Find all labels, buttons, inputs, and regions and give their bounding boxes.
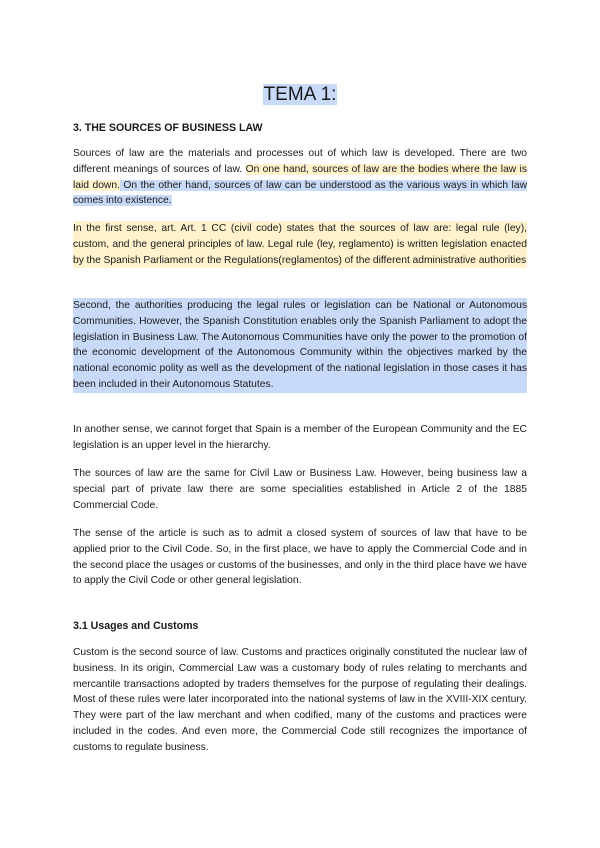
highlight-yellow-text: On one hand, sources of law are the bodies where the law is laid down.: [73, 163, 527, 191]
paragraph-authorities: Second, the authorities producing the legal rules or legislation can be National or Autonomous Communities. However, the Spanish Constitution enables only the Spanish Parliament to adopt the legislation in Business Law. The Autonomous Communities have only the power to the promotion of the economic development of the Autonomous Community within the objectives marked by the national economic polity as well as the development of the national legislation in those cases it has been included in their Autonomous Statutes.: [73, 298, 527, 393]
paragraph-sources-meaning: [73, 146, 527, 209]
paragraph-closed-system: The sense of the article is such as to admit a closed system of sources of law that have to be applied prior to the Civil Code. So, in the first place, we have to apply the Commercial Code and in the second place the usages or customs of the businesses, and only in the third place have we have to apply the Civil Code or other general legislation.: [73, 528, 527, 587]
paragraph-civil-business-law: The sources of law are the same for Civil Law or Business Law. However, being business law a special part of private law there are some specialities established in Article 2 of the 1885 Commercial Code.: [73, 468, 527, 511]
paragraph-european-community: In another sense, we cannot forget that Spain is a member of the European Community and the EC legislation is an upper level in the hierarchy.: [73, 424, 527, 451]
paragraph-sources-meaning-plain: Sources of law are the materials and processes out of which law is developed. There are two different meanings of sources of law.: [73, 148, 527, 175]
paragraph-usages-customs: Custom is the second source of law. Customs and practices originally constituted the nuclear law of business. In its origin, Commercial Law was a customary body of rules relating to merchants and mercantile transactions adopted by traders themselves for the purpose of regulating their dealings. Most of these rules were later incorporated into the national systems of law in the XVIII-XIX century. They were part of the law merchant and when codified, many of the customs and practices were included in the codes. And even more, the Commercial Code still recognizes the importance of customs to regulate business.: [73, 647, 527, 753]
page-title-text: TEMA 1:: [263, 84, 337, 105]
page-title: [0, 84, 600, 106]
highlight-blue-text: On the other hand, sources of law can be understood as the various ways in which law comes into existence.: [73, 179, 527, 207]
paragraph-first-sense: In the first sense, art. Art. 1 CC (civil code) states that the sources of law are: legal rule (ley), custom, and the general principles of law. Legal rule (ley, reglamento) is written legislation enacted by the Spanish Parliament or the Regulations(reglamentos) of the different administrative authorities: [73, 221, 527, 268]
section-3-heading: 3. THE SOURCES OF BUSINESS LAW: [73, 122, 263, 134]
section-3-1-heading: 3.1 Usages and Customs: [73, 620, 199, 632]
